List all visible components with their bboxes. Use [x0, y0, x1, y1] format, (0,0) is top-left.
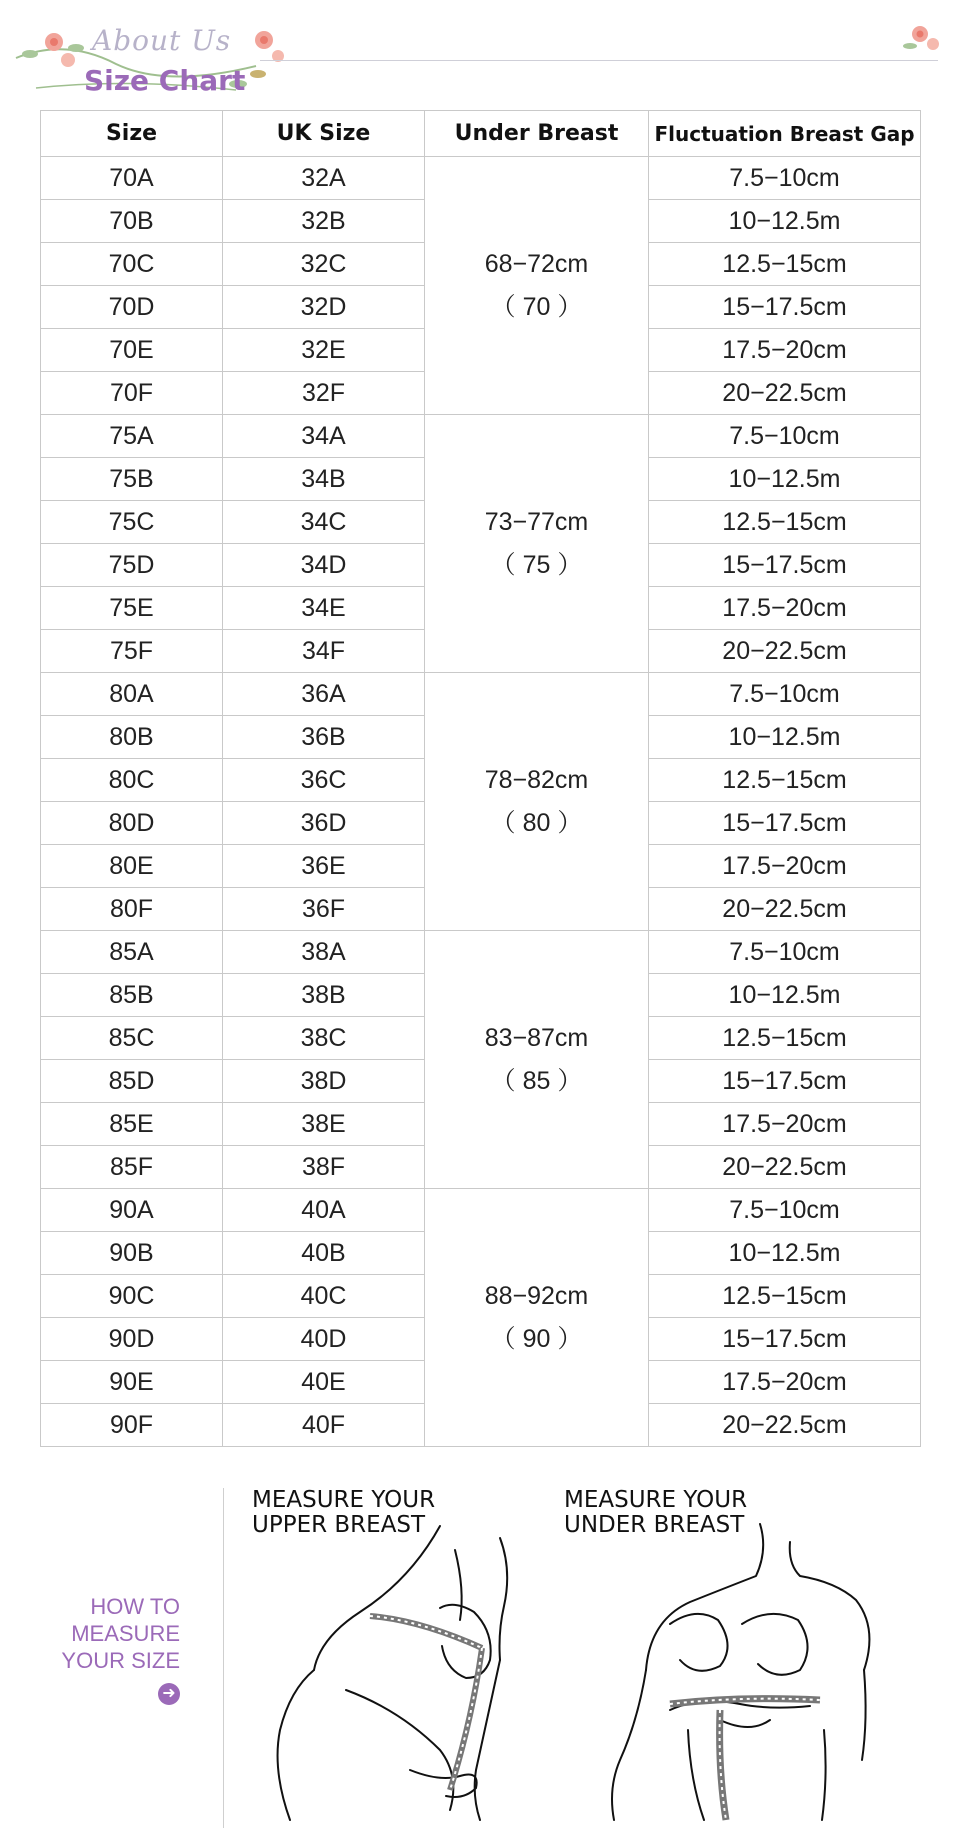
size-cell: 90A — [41, 1189, 223, 1232]
under-breast-band: （ 90 ） — [490, 1324, 583, 1353]
under-breast-cell — [425, 673, 649, 931]
size-cell: 75D — [41, 544, 223, 587]
breast-gap-cell: 7.5−10cm — [649, 415, 921, 458]
breast-gap-cell: 15−17.5cm — [649, 1318, 921, 1361]
breast-gap-cell: 20−22.5cm — [649, 888, 921, 931]
uk-size-cell: 40B — [223, 1232, 425, 1275]
size-cell: 80A — [41, 673, 223, 716]
uk-size-cell: 38D — [223, 1060, 425, 1103]
uk-size-cell: 38F — [223, 1146, 425, 1189]
breast-gap-cell: 12.5−15cm — [649, 1017, 921, 1060]
table-row — [41, 1189, 921, 1232]
under-breast-range: 88−92cm — [484, 1282, 589, 1310]
breast-gap-cell: 15−17.5cm — [649, 802, 921, 845]
size-cell: 80B — [41, 716, 223, 759]
breast-gap-cell: 20−22.5cm — [649, 1404, 921, 1447]
uk-size-cell: 40D — [223, 1318, 425, 1361]
size-cell: 85A — [41, 931, 223, 974]
under-breast-cell — [425, 157, 649, 415]
column-header-under-breast: Under Breast — [425, 111, 649, 157]
size-cell: 75A — [41, 415, 223, 458]
uk-size-cell: 36F — [223, 888, 425, 931]
size-cell: 70A — [41, 157, 223, 200]
uk-size-cell: 32F — [223, 372, 425, 415]
table-row — [41, 673, 921, 716]
breast-gap-cell: 12.5−15cm — [649, 1275, 921, 1318]
arrow-right-circle-icon[interactable]: ➜ — [158, 1683, 180, 1705]
breast-gap-cell: 20−22.5cm — [649, 1146, 921, 1189]
section-divider — [223, 1488, 224, 1828]
table-row — [41, 157, 921, 200]
breast-gap-cell: 17.5−20cm — [649, 1103, 921, 1146]
floral-ornament-right-icon — [900, 18, 948, 58]
under-breast-range: 78−82cm — [484, 766, 589, 794]
uk-size-cell: 32B — [223, 200, 425, 243]
size-cell: 80C — [41, 759, 223, 802]
size-cell: 80D — [41, 802, 223, 845]
breast-gap-cell: 20−22.5cm — [649, 372, 921, 415]
uk-size-cell: 34E — [223, 587, 425, 630]
breast-gap-cell: 10−12.5m — [649, 458, 921, 501]
uk-size-cell: 40E — [223, 1361, 425, 1404]
size-cell: 90E — [41, 1361, 223, 1404]
under-breast-cell — [425, 415, 649, 673]
column-header-size: Size — [41, 111, 223, 157]
under-breast-cell — [425, 1189, 649, 1447]
breast-gap-cell: 7.5−10cm — [649, 1189, 921, 1232]
under-breast-range: 68−72cm — [484, 250, 589, 278]
breast-gap-cell: 17.5−20cm — [649, 329, 921, 372]
page-title: Size Chart — [84, 64, 246, 97]
breast-gap-cell: 15−17.5cm — [649, 544, 921, 587]
under-breast-figure-icon — [600, 1520, 900, 1825]
table-body — [41, 157, 921, 1447]
breast-gap-cell: 10−12.5m — [649, 1232, 921, 1275]
size-cell: 80E — [41, 845, 223, 888]
under-breast-cell — [425, 931, 649, 1189]
uk-size-cell: 34C — [223, 501, 425, 544]
breast-gap-cell: 12.5−15cm — [649, 759, 921, 802]
breast-gap-cell: 7.5−10cm — [649, 673, 921, 716]
howto-line: YOUR SIZE — [61, 1648, 180, 1673]
under-breast-range: 83−87cm — [484, 1024, 589, 1052]
size-chart-table — [40, 110, 921, 1447]
breast-gap-cell: 12.5−15cm — [649, 501, 921, 544]
size-cell: 70F — [41, 372, 223, 415]
breast-gap-cell: 15−17.5cm — [649, 286, 921, 329]
under-breast-band: （ 70 ） — [490, 292, 583, 321]
column-header-fluctuation-gap: Fluctuation Breast Gap — [649, 111, 921, 157]
size-cell: 80F — [41, 888, 223, 931]
size-cell: 70D — [41, 286, 223, 329]
caption-line: UNDER BREAST — [564, 1512, 745, 1538]
breast-gap-cell: 15−17.5cm — [649, 1060, 921, 1103]
size-cell: 90F — [41, 1404, 223, 1447]
caption-line: MEASURE YOUR — [252, 1487, 436, 1513]
page-header — [0, 0, 960, 110]
breast-gap-cell: 17.5−20cm — [649, 587, 921, 630]
size-cell: 85E — [41, 1103, 223, 1146]
size-cell: 90D — [41, 1318, 223, 1361]
uk-size-cell: 36D — [223, 802, 425, 845]
uk-size-cell: 32E — [223, 329, 425, 372]
breast-gap-cell: 7.5−10cm — [649, 157, 921, 200]
table-row — [41, 415, 921, 458]
howto-line: HOW TO — [90, 1594, 180, 1619]
breast-gap-cell: 17.5−20cm — [649, 845, 921, 888]
uk-size-cell: 40F — [223, 1404, 425, 1447]
uk-size-cell: 34D — [223, 544, 425, 587]
size-cell: 75F — [41, 630, 223, 673]
size-cell: 85F — [41, 1146, 223, 1189]
uk-size-cell: 40C — [223, 1275, 425, 1318]
uk-size-cell: 36A — [223, 673, 425, 716]
under-breast-band: （ 85 ） — [490, 1066, 583, 1095]
size-cell: 90C — [41, 1275, 223, 1318]
uk-size-cell: 36E — [223, 845, 425, 888]
about-us-script: About Us — [92, 24, 232, 57]
uk-size-cell: 32A — [223, 157, 425, 200]
uk-size-cell: 40A — [223, 1189, 425, 1232]
uk-size-cell: 34F — [223, 630, 425, 673]
how-to-measure-heading — [40, 1593, 180, 1702]
size-cell: 75B — [41, 458, 223, 501]
caption-line: MEASURE YOUR — [564, 1487, 748, 1513]
uk-size-cell: 38B — [223, 974, 425, 1017]
size-cell: 85D — [41, 1060, 223, 1103]
uk-size-cell: 36B — [223, 716, 425, 759]
size-cell: 85C — [41, 1017, 223, 1060]
uk-size-cell: 36C — [223, 759, 425, 802]
under-breast-range: 73−77cm — [484, 508, 589, 536]
size-cell: 90B — [41, 1232, 223, 1275]
table-header-row — [41, 111, 921, 157]
under-breast-band: （ 75 ） — [490, 550, 583, 579]
breast-gap-cell: 17.5−20cm — [649, 1361, 921, 1404]
under-breast-band: （ 80 ） — [490, 808, 583, 837]
size-cell: 70B — [41, 200, 223, 243]
caption-line: UPPER BREAST — [252, 1512, 426, 1538]
uk-size-cell: 32C — [223, 243, 425, 286]
upper-breast-figure-icon — [250, 1520, 530, 1825]
breast-gap-cell: 12.5−15cm — [649, 243, 921, 286]
column-header-uk-size: UK Size — [223, 111, 425, 157]
howto-line: MEASURE — [71, 1621, 180, 1646]
breast-gap-cell: 10−12.5m — [649, 200, 921, 243]
uk-size-cell: 38C — [223, 1017, 425, 1060]
breast-gap-cell: 7.5−10cm — [649, 931, 921, 974]
uk-size-cell: 38A — [223, 931, 425, 974]
size-cell: 85B — [41, 974, 223, 1017]
uk-size-cell: 34B — [223, 458, 425, 501]
size-cell: 70E — [41, 329, 223, 372]
breast-gap-cell: 10−12.5m — [649, 716, 921, 759]
breast-gap-cell: 10−12.5m — [649, 974, 921, 1017]
how-to-measure-section — [0, 1470, 960, 1829]
table-row — [41, 931, 921, 974]
header-divider — [260, 60, 938, 61]
breast-gap-cell: 20−22.5cm — [649, 630, 921, 673]
uk-size-cell: 34A — [223, 415, 425, 458]
uk-size-cell: 38E — [223, 1103, 425, 1146]
size-cell: 75C — [41, 501, 223, 544]
size-cell: 70C — [41, 243, 223, 286]
size-cell: 75E — [41, 587, 223, 630]
uk-size-cell: 32D — [223, 286, 425, 329]
